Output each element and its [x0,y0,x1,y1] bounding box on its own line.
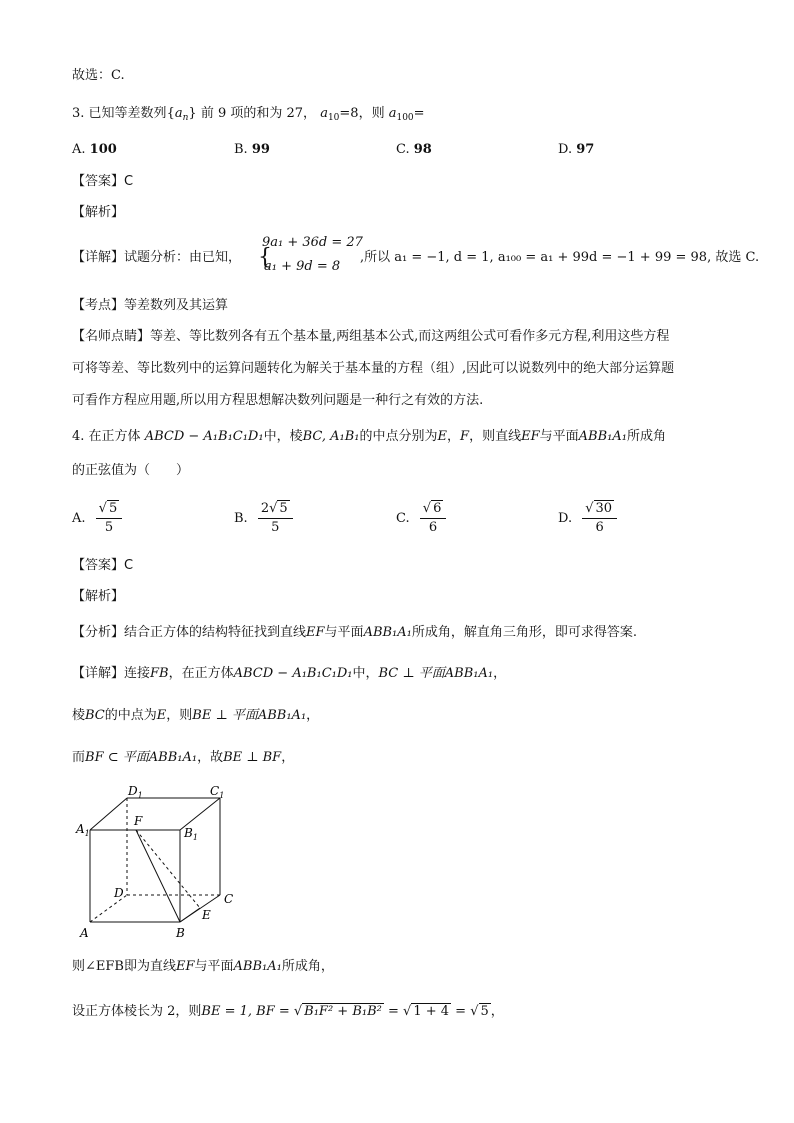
q4-last-line: 设正方体棱长为 2，则BE = 1, BF = √ B₁F² + B₁B² = √ 1 + 4 = √ 5 ， [72,1004,504,1019]
q4-detail-line3: 而BF ⊂ 平面ABB₁A₁，故BE ⊥ BF， [72,750,295,765]
q4-detail-line1: 【详解】连接FB，在正方体ABCD − A₁B₁C₁D₁中，BC ⊥ 平面ABB₁A₁， [72,666,507,681]
q3-tip-line2: 可将等差、等比数列中的运算问题转化为解关于基本量的方程（组）,因此可以说数列中的绝大部分运算题 [72,361,675,376]
edge-A1D1 [90,798,127,830]
label-F: F [134,814,143,828]
q3-option-c: C. 98 [396,142,432,157]
label-C1: $C_1$ [210,785,225,800]
q3-option-d: D. 97 [558,142,595,157]
a100-sub: 100 [396,113,414,123]
a10-symbol: a [320,106,328,121]
q3-a10-text: =8，则 [339,106,385,121]
cube-figure [72,785,252,945]
q4-fenxi: 【分析】结合正方体的结构特征找到直线EF与平面ABB₁A₁所成角，解直角三角形，即可求得答案. [72,625,638,640]
q4-option-d: D. $\frac{√ 30}{6}$ [558,500,617,537]
seq-symbol: a [174,106,183,121]
seq-brace-close: } [188,106,197,121]
segment-FB [136,830,180,922]
radical-5: 5 [480,1004,489,1019]
label-D1: $D_1$ [128,785,143,800]
q4-answer: 【答案】C [72,558,134,573]
label-D: D [114,886,124,900]
q3-detail-result: ,所以 a₁ = −1, d = 1, a₁₀₀ = a₁ + 99d = −1 + 99 = 98, 故选 C. [360,250,760,265]
label-C: C [224,892,234,906]
q3-analysis-tag: 【解析】 [72,205,125,220]
system-brace: { [258,245,272,270]
cube-name: ABCD − A₁B₁C₁D₁ [144,429,264,444]
label-A: A [80,926,89,940]
q3-stem [72,104,425,128]
segment-BE [180,908,200,922]
radical-bf: B₁F² + B₁B² [304,1004,382,1019]
a10-sub: 10 [327,113,340,123]
q3-number: 3. [72,106,85,121]
q3-tip-line1: 【名师点睛】等差、等比数列各有五个基本量,两组基本公式,而这两组公式可看作多元方程,利用这些方程 [72,329,670,344]
q4-option-c: C. $\frac{√ 6}{6}$ [396,500,446,537]
label-B: B [176,926,185,940]
q4-angle-line: 则∠EFB即为直线EF与平面ABB₁A₁所成角， [72,959,334,974]
q3-eq: = [413,106,425,121]
system-eq1: 9a₁ + 36d = 27 [262,235,363,250]
q3-option-a: A. 100 [72,142,117,157]
a100-symbol: a [388,106,397,121]
label-A1: $A_1$ [76,822,90,838]
radical-1-plus-4: 1 + 4 [413,1004,450,1019]
q4-analysis-tag: 【解析】 [72,589,125,604]
q4-option-b: B. $\frac{2√ 5}{5}$ [234,500,293,537]
q3-stem-b: 前 9 项的和为 27， [200,106,317,121]
q3-kaodian: 【考点】等差数列及其运算 [72,298,229,313]
prev-conclusion: 故选：C. [72,68,125,83]
q3-stem-a: 已知等差数列 [88,106,167,121]
q4-option-a: A. $\frac{√ 5}{5}$ [72,500,122,537]
system-eq2: a₁ + 9d = 8 [264,259,341,274]
q3-tip-line3: 可看作方程应用题,所以用方程思想解决数列问题是一种行之有效的方法. [72,393,484,408]
seq-sub: n [182,113,189,123]
q4-stem-line1: 4. 在正方体 ABCD − A₁B₁C₁D₁中，棱BC, A₁B₁的中点分别为E，F，则直线EF与平面ABB₁A₁所成角 [72,429,666,444]
label-B1: $B_1$ [184,826,198,842]
q4-stem-line2: 的正弦值为（ ） [72,463,190,478]
q3-answer: 【答案】C [72,174,134,189]
q3-option-b: B. 99 [234,142,270,157]
q4-detail-line2: 棱BC的中点为E，则BE ⊥ 平面ABB₁A₁， [72,708,320,723]
q3-detail: 【详解】试题分析：由已知， [72,250,242,265]
seq-brace: { [166,106,175,121]
label-E: E [202,908,211,922]
